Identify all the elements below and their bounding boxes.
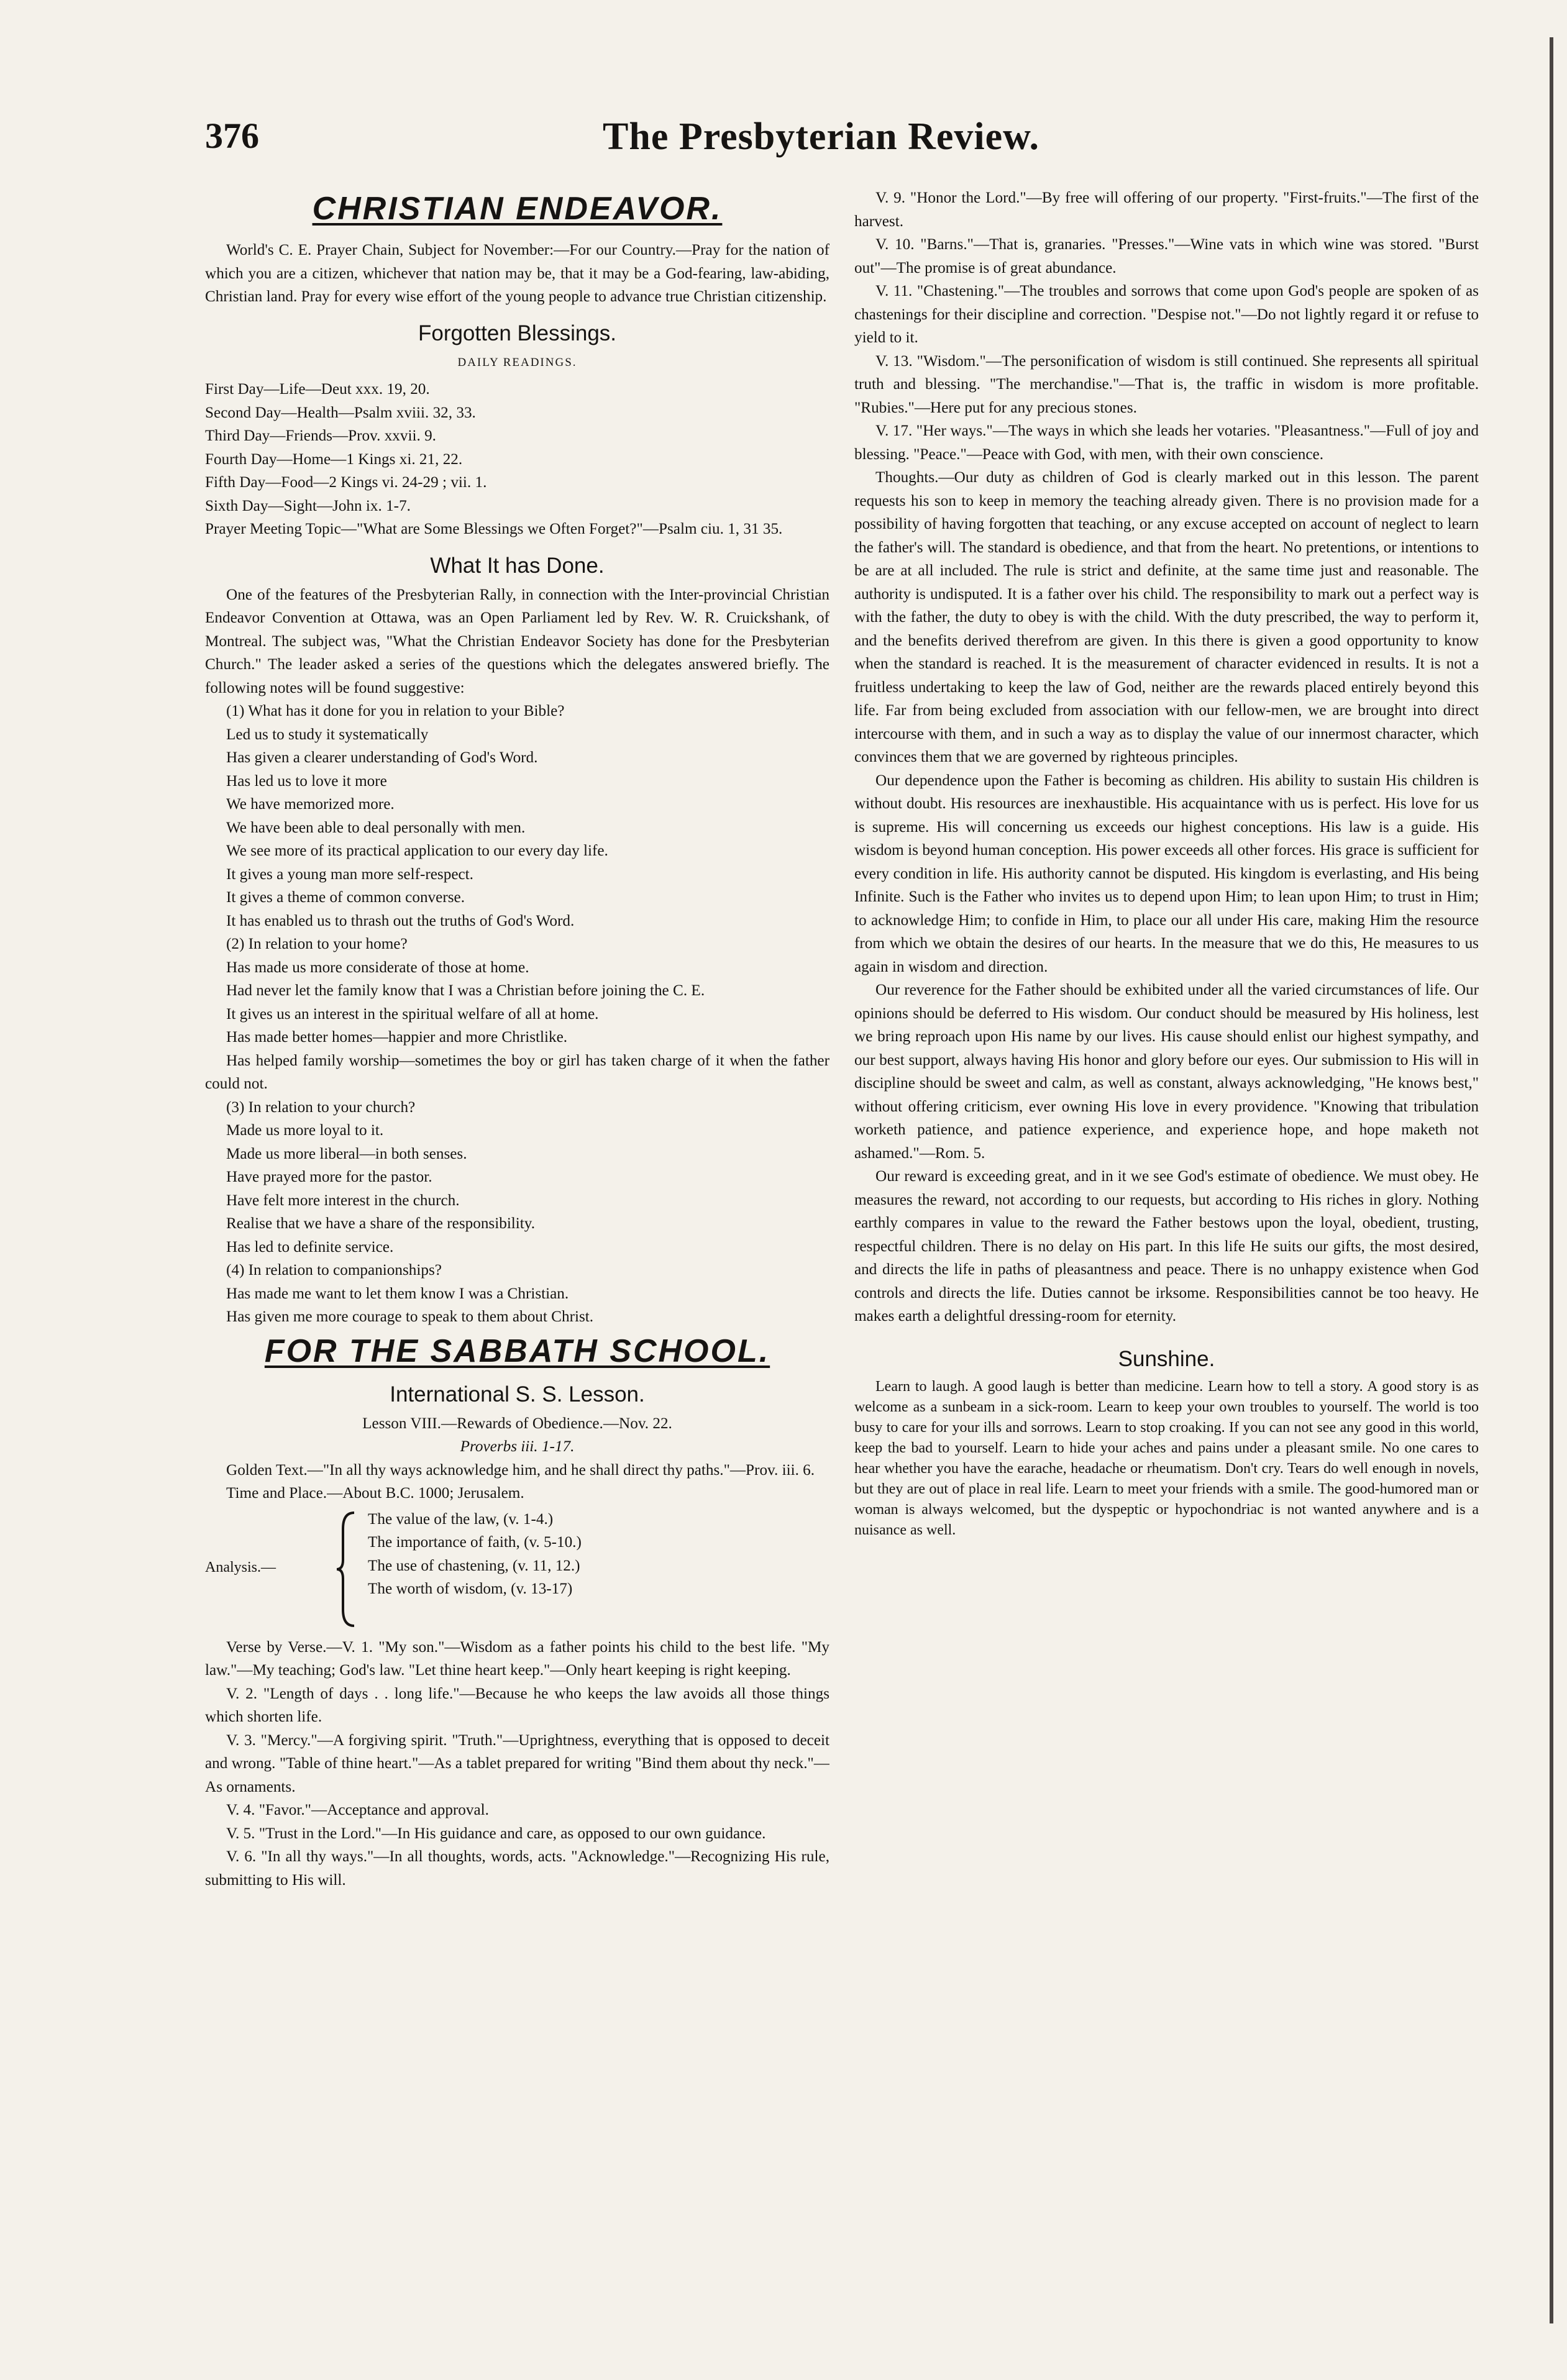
analysis-item: The use of chastening, (v. 11, 12.) xyxy=(368,1557,580,1574)
sunshine-section xyxy=(854,1346,1479,1541)
page-title: The Presbyterian Review. xyxy=(603,116,1040,158)
binding-edge-rule xyxy=(1550,37,1553,2323)
verse-note: V. 3. "Mercy."—A forgiving spirit. "Truth."—Uprightness, everything that is opposed to deceit and wrong. "Table of thine heart."—As a tablet prepared for writing "Bind them about thy neck."—As ornaments. xyxy=(205,1731,829,1795)
note-line: (3) In relation to your church? xyxy=(226,1098,416,1116)
note-line: It gives a theme of common converse. xyxy=(226,889,465,906)
note-line: We have memorized more. xyxy=(226,796,395,813)
time-and-place: Time and Place.—About B.C. 1000; Jerusalem. xyxy=(226,1485,524,1502)
reading-line: Sixth Day—Sight—John ix. 1-7. xyxy=(205,497,411,514)
note-line: Led us to study it systematically xyxy=(226,726,429,743)
analysis-item: The importance of faith, (v. 5-10.) xyxy=(368,1534,582,1551)
note-line: Has led to definite service. xyxy=(226,1238,394,1256)
note-line: Have felt more interest in the church. xyxy=(226,1192,460,1209)
lesson-scripture: Proverbs iii. 1-17. xyxy=(460,1438,575,1455)
analysis-item: The worth of wisdom, (v. 13-17) xyxy=(368,1580,573,1597)
note-line: Has given a clearer understanding of God's Word. xyxy=(226,749,538,766)
sabbath-school-heading: FOR THE SABBATH SCHOOL. xyxy=(264,1333,770,1369)
note-line: Has given me more courage to speak to them about Christ. xyxy=(226,1308,594,1325)
lesson-heading: International S. S. Lesson. xyxy=(390,1382,645,1407)
note-line: Made us more liberal—in both senses. xyxy=(226,1145,467,1162)
brace-icon xyxy=(336,1510,359,1628)
reading-line: Second Day—Health—Psalm xviii. 32, 33. xyxy=(205,404,476,421)
sunshine-heading: Sunshine. xyxy=(1118,1346,1215,1371)
note-line: (1) What has it done for you in relation to your Bible? xyxy=(226,703,565,719)
verse-note: Verse by Verse.—V. 1. "My son."—Wisdom as a father points his child to the best life. "My law."—My teaching; God's law. "Let thine heart keep."—Only heart keeping is right keeping. xyxy=(205,1638,829,1679)
verse-note: V. 13. "Wisdom."—The personification of wisdom is still continued. She represents all spiritual truth and blessing. "The merchandise."—That is, the traffic in wisdom is more profitable. "Rubies."—Here put for any precious stones. xyxy=(854,352,1479,416)
page-number: 376 xyxy=(205,116,259,156)
verse-note: V. 2. "Length of days . . long life."—Because he who keeps the law avoids all those things which shorten life. xyxy=(205,1685,829,1725)
note-line: We see more of its practical application to our every day life. xyxy=(226,842,608,859)
reading-line: Fourth Day—Home—1 Kings xi. 21, 22. xyxy=(205,450,463,468)
note-line: Has made me want to let them know I was a Christian. xyxy=(226,1285,569,1302)
lesson-title: Lesson VIII.—Rewards of Obedience.—Nov. 22. xyxy=(362,1415,672,1432)
note-line: Made us more loyal to it. xyxy=(226,1122,384,1139)
page-header xyxy=(205,115,1510,174)
note-line: (2) In relation to your home? xyxy=(226,936,408,952)
right-column xyxy=(854,186,1479,2342)
verse-note: V. 9. "Honor the Lord."—By free will offering of our property. "First-fruits."—The first of the harvest. xyxy=(854,189,1479,230)
verse-note: V. 6. "In all thy ways."—In all thoughts, words, acts. "Acknowledge."—Recognizing His rule, submitting to His will. xyxy=(205,1848,829,1889)
golden-text: Golden Text.—"In all thy ways acknowledge him, and he shall direct thy paths."—Prov. iii. 6. xyxy=(226,1461,815,1479)
forgotten-blessings-heading: Forgotten Blessings. xyxy=(418,321,617,345)
reading-line: Third Day—Friends—Prov. xxvii. 9. xyxy=(205,427,436,444)
analysis-item: The value of the law, (v. 1-4.) xyxy=(368,1510,554,1528)
note-line: Realise that we have a share of the responsibility. xyxy=(226,1215,536,1232)
note-line: Had never let the family know that I was a Christian before joining the C. E. xyxy=(226,982,705,999)
note-line: It gives a young man more self-respect. xyxy=(226,865,473,883)
note-line: It has enabled us to thrash out the truths of God's Word. xyxy=(226,912,575,929)
note-line: (4) In relation to companionships? xyxy=(226,1262,442,1279)
prayer-meeting-topic: Prayer Meeting Topic—"What are Some Blessings we Often Forget?"—Psalm ciu. 1, 31 35. xyxy=(205,521,783,537)
dependence-paragraph: Our dependence upon the Father is becoming as children. His ability to sustain His children is without doubt. His resources are inexhaustible. His acquaintance with us is perfect. His love for us is supreme. His will concerning us exceeds our highest conceptions. His law is a guide. His wisdom is beyond human conception. His power exceeds all other forces. His grace is sufficient for every condition in life. His authority cannot be disputed. His kingdom is everlasting, and His being Infinite. Such is the Father who invites us to depend upon Him; to lean upon Him; to trust in Him; to acknowledge Him; to confide in Him, to place our all under His care, making Him the resource from which we obtain the desires of our hearts. In the measure that we do this, He measures to us again in wisdom and direction. xyxy=(854,772,1479,975)
what-it-has-done-heading: What It has Done. xyxy=(430,553,605,578)
prayer-chain-paragraph: World's C. E. Prayer Chain, Subject for November:—For our Country.—Pray for the nation of which you are a citizen, whichever that nation may be, that it may be a God-fearing, law-abiding, Christian land. Pray for every wise effort of the young people to advance true Christian citizenship. xyxy=(205,242,829,305)
christian-endeavor-heading: CHRISTIAN ENDEAVOR. xyxy=(312,191,723,227)
note-line: It gives us an interest in the spiritual welfare of all at home. xyxy=(226,1005,599,1023)
note-line: Has made us more considerate of those at home. xyxy=(226,959,529,976)
note-line: Have prayed more for the pastor. xyxy=(226,1169,432,1185)
note-line: Has helped family worship—sometimes the boy or girl has taken charge of it when the father could not. xyxy=(205,1052,829,1092)
verse-note: V. 17. "Her ways."—The ways in which she leads her votaries. "Pleasantness."—Full of joy and blessing. "Peace."—Peace with God, with men, with their own conscience. xyxy=(854,422,1479,463)
note-line: We have been able to deal personally with men. xyxy=(226,819,526,836)
thoughts-paragraph: Thoughts.—Our duty as children of God is clearly marked out in this lesson. The parent requests his son to keep in memory the teaching already given. There is no provision made for a possibility of having forgotten that teaching, or any excuse accepted on account of neglect to learn the father's will. The standard is obedience, and that from the heart. No pretentions, or intentions to be are at all included. The rule is strict and definite, at the same time just and reasonable. The authority is undisputed. It is a father over his child. The responsibility to mark out a perfect way is with the father, the duty to obey is with the child. With the duty prescribed, the way to perform it, and the benefits derived therefrom are given. In this there is given a good opportunity to know when the standard is reached. It is the measurement of character evidenced in results. It is not a fruitless undertaking to keep the law of God, neither are the rewards placed entirely beyond this life. Far from being excluded from association with our fellow-men, we are brought into direct intercourse with them, and in such a way as to display the value of our innermost character, which convinces them that we are governed by righteous principles. xyxy=(854,469,1479,765)
note-line: Has led us to love it more xyxy=(226,772,387,790)
daily-readings-label: DAILY READINGS. xyxy=(457,355,577,369)
reverence-paragraph: Our reverence for the Father should be exhibited under all the varied circumstances of life. Our opinions should be deferred to His wisdom. Our conduct should be measured by His holiness, lest we bring reproach upon His name by our lives. His cause should enlist our highest sympathy, and our best support, always having His honor and glory before our eyes. Our submission to His will in discipline should be sweet and calm, as well as constant, always acknowledging, "He knows best," without offering criticism, ever owning His love in every providence. "Knowing that tribulation worketh patience, and patience experience, and experience hope, and hope maketh not ashamed."—Rom. 5. xyxy=(854,982,1479,1162)
reward-paragraph: Our reward is exceeding great, and in it we see God's estimate of obedience. We must obey. He measures the reward, not according to our requests, but according to His riches in glory. Nothing earthly compares in value to the reward the Father bestows upon the loyal, obedient, trusting, respectful children. There is no delay on His part. In this life He suits our gifts, the most desired, and directs the life in paths of pleasantness and peace. There is no unhappy existence when God controls and directs the life. Duties cannot be irksome. Responsibilities cannot be too heavy. He makes earth a delightful dressing-room for eternity. xyxy=(854,1168,1479,1325)
reading-line: First Day—Life—Deut xxx. 19, 20. xyxy=(205,381,430,398)
analysis-block xyxy=(205,1508,829,1632)
reading-line: Fifth Day—Food—2 Kings vi. 24-29 ; vii. 1. xyxy=(205,474,487,491)
sunshine-paragraph: Learn to laugh. A good laugh is better than medicine. Learn how to tell a story. A good story is as welcome as a sunbeam in a sick-room. Learn to keep your own troubles to yourself. The world is too busy to care for your ills and sorrows. Learn to stop croaking. If you can not see any good in this world, keep the bad to yourself. Learn to hide your aches and pains under a pleasant smile. No one cares to hear whether you have the earache, headache or rheumatism. Don't cry. Tears do well enough in novels, but they are out of place in real life. Learn to meet your friends with a smile. The good-humored man or woman is always welcomed, but the dyspeptic or hypochondriac is not wanted anywhere and is a nuisance as well. xyxy=(854,1378,1479,1538)
note-line: Has made better homes—happier and more Christlike. xyxy=(226,1029,568,1046)
analysis-list xyxy=(368,1508,582,1601)
verse-note: V. 5. "Trust in the Lord."—In His guidance and care, as opposed to our own guidance. xyxy=(226,1825,766,1842)
verse-note: V. 11. "Chastening."—The troubles and sorrows that come upon God's people are spoken of as chastenings for their discipline and correction. "Despise not."—Do not lightly regard it or refuse to yield to it. xyxy=(854,283,1479,346)
analysis-label: Analysis.— xyxy=(205,1559,276,1575)
verse-note: V. 10. "Barns."—That is, granaries. "Presses."—Wine vats in which wine was stored. "Burst out"—The promise is of great abundance. xyxy=(854,236,1479,276)
left-column xyxy=(205,186,829,2342)
what-it-has-done-intro: One of the features of the Presbyterian Rally, in connection with the Inter-provincial Christian Endeavor Convention at Ottawa, was an Open Parliament led by Rev. W. R. Cruickshank, of Montreal. The subject was, "What the Christian Endeavor Society has done for the Presbyterian Church." The leader asked a series of the questions which the delegates answered briefly. The following notes will be found suggestive: xyxy=(205,586,829,696)
verse-note: V. 4. "Favor."—Acceptance and approval. xyxy=(226,1802,489,1818)
